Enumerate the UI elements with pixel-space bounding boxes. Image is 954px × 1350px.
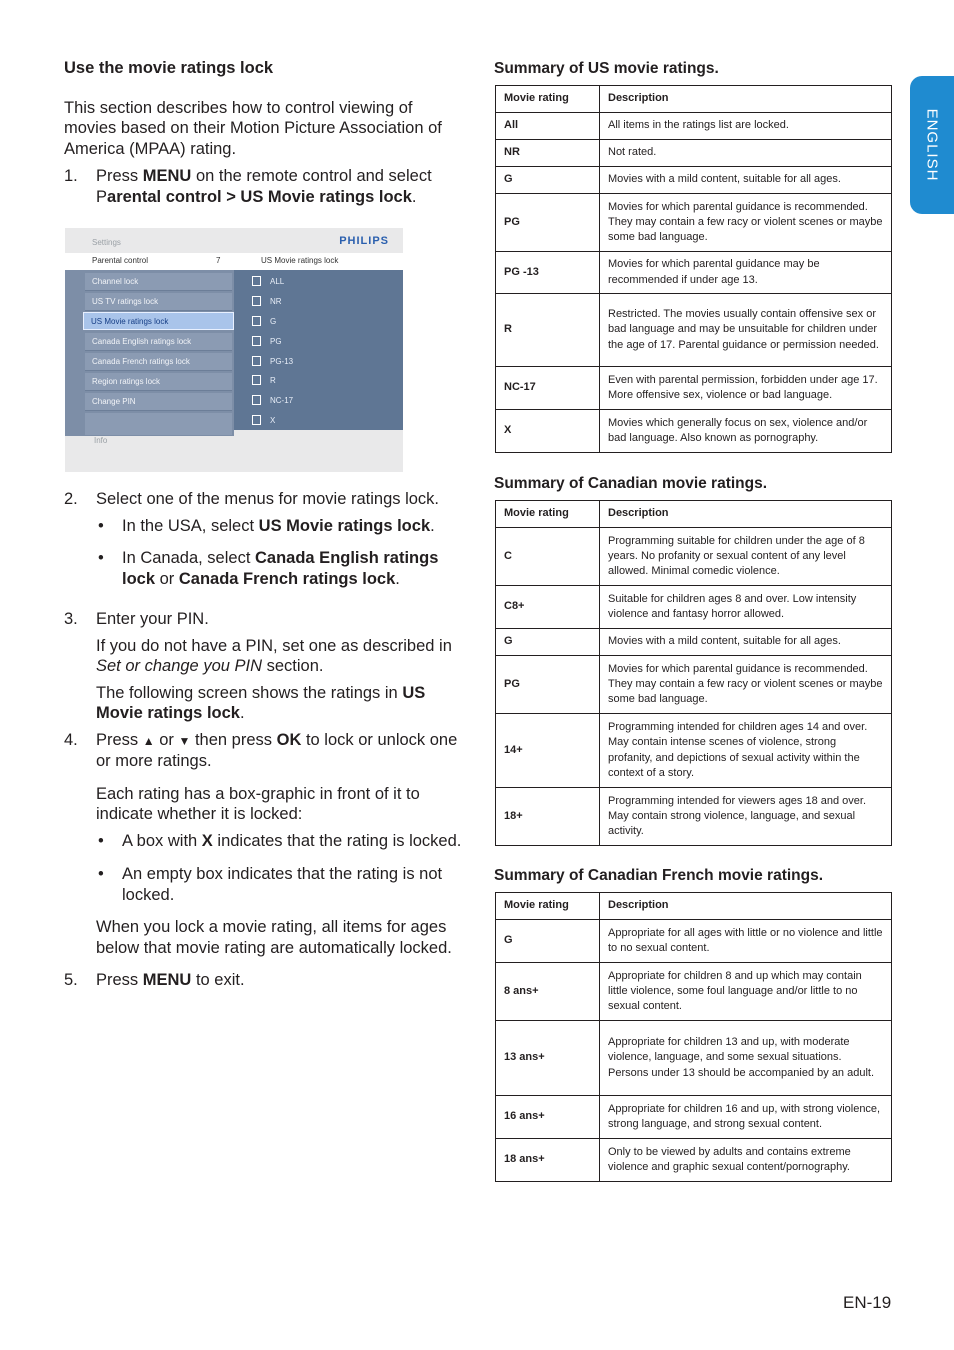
rating-cell: C <box>496 528 600 586</box>
table-row <box>496 294 892 367</box>
up-arrow-icon: ▲ <box>142 733 155 748</box>
checkbox-icon <box>252 415 261 425</box>
screen-note-bold: US Movie ratings lock <box>96 683 426 722</box>
screen-note-text: The following screen shows the ratings in <box>96 683 403 702</box>
table-row <box>496 1021 892 1096</box>
bullet-icon: • <box>98 865 104 883</box>
tv-parental-label: Parental control <box>92 256 149 265</box>
description-cell: Movies for which parental guidance may be recommended if under age 13. <box>600 252 892 294</box>
step-number: 2. <box>64 490 78 508</box>
bullet-canada <box>96 548 464 589</box>
step-bold: MENU <box>142 167 192 185</box>
bullet-text: . <box>430 516 435 535</box>
table-row <box>496 167 892 194</box>
column-header: Description <box>600 86 892 113</box>
rating-cell: 14+ <box>496 714 600 788</box>
tv-menu-item[interactable]: Channel lock <box>85 273 232 291</box>
pin-note-text: If you do not have a PIN, set one as described in <box>96 636 452 655</box>
description-cell: Appropriate for children 13 and up, with moderate violence, language, and some sexual situations. Persons under 13 should be accompanied by an adult. <box>600 1021 892 1096</box>
tv-rating-label: R <box>270 376 276 385</box>
description-cell: Movies for which parental guidance is recommended. They may contain a few racy or violent scenes or maybe some bad language. <box>600 656 892 714</box>
tv-right-title: US Movie ratings lock <box>261 256 339 265</box>
bullet-text: An empty box indicates that the rating is not locked. <box>122 865 443 904</box>
step-5 <box>64 970 464 991</box>
bullet-locked <box>96 831 464 852</box>
step-text: Press <box>96 167 143 185</box>
tv-rating-label: X <box>270 416 276 425</box>
tv-settings-label: Settings <box>92 238 121 247</box>
step-text: on the remote control and select P <box>96 167 432 206</box>
bullet-icon: • <box>98 831 104 850</box>
table-row <box>496 656 892 714</box>
rating-cell: 18+ <box>496 788 600 846</box>
checkbox-icon <box>252 276 261 286</box>
tv-menu-item[interactable]: Canada English ratings lock <box>85 333 232 351</box>
rating-cell: PG -13 <box>496 252 600 294</box>
table-row <box>496 714 892 788</box>
table-row <box>496 788 892 846</box>
description-cell: Movies for which parental guidance is recommended. They may contain a few racy or violent scenes or maybe some bad language. <box>600 194 892 252</box>
step-text: Select one of the menus for movie ratings lock. <box>96 490 440 508</box>
bullet-bold: Canada English ratings lock <box>122 549 439 588</box>
rating-cell: R <box>496 294 600 367</box>
description-cell: Not rated. <box>600 140 892 167</box>
tv-rating-label: PG <box>270 337 282 346</box>
rating-cell: PG <box>496 656 600 714</box>
table-row <box>496 140 892 167</box>
step-number: 4. <box>64 730 78 749</box>
rating-cell: G <box>496 920 600 963</box>
rating-cell: G <box>496 167 600 194</box>
bullet-text: or <box>155 569 179 588</box>
checkbox-icon <box>252 356 261 366</box>
rating-cell: 18 ans+ <box>496 1139 600 1182</box>
checkbox-icon <box>252 395 261 405</box>
step-text: to exit. <box>191 971 245 989</box>
screen-note-text: . <box>239 704 245 722</box>
tv-menu-list <box>65 270 234 436</box>
table-row <box>496 113 892 140</box>
section-heading: Use the movie ratings lock <box>64 59 274 77</box>
table-row <box>496 194 892 252</box>
intro-paragraph: This section describes how to control viewing of movies based on their Motion Picture Association of America (MPAA) rating. <box>64 98 442 158</box>
pin-note-text: section. <box>262 657 324 675</box>
description-cell: Suitable for children ages 8 and over. Low intensity violence and fantasy horror allowed. <box>600 586 892 629</box>
bullet-usa <box>96 516 464 537</box>
tv-rating-label: G <box>270 317 277 326</box>
tv-menu-item[interactable]: US TV ratings lock <box>85 293 232 311</box>
rating-cell: 8 ans+ <box>496 963 600 1021</box>
bullet-icon: • <box>98 516 104 535</box>
tv-info-label: Info <box>94 436 108 445</box>
step-bold: arental control > US Movie ratings lock <box>107 187 412 206</box>
step-1 <box>64 166 464 207</box>
bullet-bold: Canada French ratings lock <box>178 569 396 588</box>
checkbox-icon <box>252 296 261 306</box>
table-row <box>496 920 892 963</box>
checkbox-icon <box>252 316 261 326</box>
rating-cell: NR <box>496 140 600 167</box>
philips-logo: PHILIPS <box>339 235 389 247</box>
step-number: 1. <box>64 167 78 185</box>
rating-cell: All <box>496 113 600 140</box>
description-cell: All items in the ratings list are locked. <box>600 113 892 140</box>
table-row <box>496 629 892 656</box>
step-text: Press <box>96 971 143 989</box>
us-ratings-table <box>495 85 892 453</box>
column-header: Movie rating <box>496 893 600 920</box>
step-2-bullets <box>64 516 464 590</box>
canada-ratings-table <box>495 500 892 846</box>
screen-note <box>96 683 464 724</box>
description-cell: Appropriate for all ages with little or no violence and little to no sexual content. <box>600 920 892 963</box>
box-graphic-note: Each rating has a box-graphic in front of it to indicate whether it is locked: <box>96 784 420 823</box>
step-text: Press <box>96 730 143 749</box>
tv-ratings-list <box>234 270 403 430</box>
left-column-steps <box>64 489 464 991</box>
tv-parental-num: 7 <box>216 256 221 265</box>
description-cell: Programming intended for children ages 14 and over. May contain intense scenes of violence, strong profanity, and depictions of sexual activity within the context of a story. <box>600 714 892 788</box>
bullet-unlocked <box>96 864 464 905</box>
step-4 <box>64 730 464 959</box>
table-header-row <box>496 893 892 920</box>
column-header: Description <box>600 501 892 528</box>
description-cell: Appropriate for children 16 and up, with strong violence, strong language, and strong sexual content. <box>600 1096 892 1139</box>
pin-note-link: Set or change you PIN <box>96 657 263 675</box>
down-arrow-icon: ▼ <box>178 733 191 748</box>
step-text: or <box>154 730 179 749</box>
description-cell: Movies with a mild content, suitable for all ages. <box>600 629 892 656</box>
bullet-bold: X <box>201 831 213 850</box>
french-ratings-title: Summary of Canadian French movie ratings. <box>494 867 824 884</box>
table-row <box>496 528 892 586</box>
tv-menu-item[interactable]: Canada French ratings lock <box>85 353 232 371</box>
description-cell: Movies with a mild content, suitable for all ages. <box>600 167 892 194</box>
rating-cell: NC-17 <box>496 367 600 410</box>
tv-menu-item-selected[interactable]: US Movie ratings lock <box>83 312 234 330</box>
description-cell: Appropriate for children 8 and up which may contain little violence, some foul language and/or little to no sexual content. <box>600 963 892 1021</box>
description-cell: Programming intended for viewers ages 18 and over. May contain strong violence, language, and sexual activity. <box>600 788 892 846</box>
bullet-icon: • <box>98 549 104 567</box>
step-text: to lock or unlock one or more ratings. <box>96 730 458 770</box>
tv-rating-label: NR <box>270 297 282 306</box>
tv-menu-item-empty <box>85 413 232 435</box>
pin-note <box>96 636 464 677</box>
table-row <box>496 963 892 1021</box>
canada-ratings-title: Summary of Canadian movie ratings. <box>494 475 768 492</box>
step-bold: OK <box>276 730 302 749</box>
step-text: . <box>411 187 417 206</box>
bullet-text: In the USA, select <box>122 516 259 535</box>
description-cell: Only to be viewed by adults and contains extreme violence and graphic sexual content/pornography. <box>600 1139 892 1182</box>
step-text: Enter your PIN. <box>96 610 209 628</box>
tv-header-row <box>65 253 403 270</box>
left-column <box>64 58 464 207</box>
table-row <box>496 252 892 294</box>
table-row <box>496 1139 892 1182</box>
step-number: 5. <box>64 971 78 989</box>
description-cell: Even with parental permission, forbidden under age 17. More offensive sex, violence or bad language. <box>600 367 892 410</box>
column-header: Movie rating <box>496 501 600 528</box>
table-header-row <box>496 501 892 528</box>
tv-menu-screenshot <box>65 228 403 472</box>
french-ratings-table <box>495 892 892 1182</box>
step-bold: MENU <box>142 971 192 989</box>
tv-menu-item[interactable]: Change PIN <box>85 393 232 411</box>
checkbox-icon <box>252 375 261 385</box>
table-row <box>496 586 892 629</box>
page-number: EN-19 <box>843 1293 892 1312</box>
tv-menu-item[interactable]: Region ratings lock <box>85 373 232 391</box>
rating-cell: PG <box>496 194 600 252</box>
table-row <box>496 1096 892 1139</box>
bullet-text: indicates that the rating is locked. <box>212 831 462 850</box>
step-2 <box>64 489 464 510</box>
rating-cell: 13 ans+ <box>496 1021 600 1096</box>
table-row <box>496 367 892 410</box>
step-3 <box>64 609 464 724</box>
step-text: then press <box>190 730 277 749</box>
table-header-row <box>496 86 892 113</box>
checkbox-icon <box>252 336 261 346</box>
description-cell: Programming suitable for children under the age of 8 years. No profanity or sexual content of any level allowed. Minimal comedic violence. <box>600 528 892 586</box>
description-cell: Restricted. The movies usually contain offensive sex or bad language and may be unsuitable for children under the age of 17. Parental guidance or permission needed. <box>600 294 892 367</box>
bullet-text: A box with <box>122 831 202 850</box>
column-header: Movie rating <box>496 86 600 113</box>
lock-note: When you lock a movie rating, all items for ages below that movie rating are automatically locked. <box>96 918 452 957</box>
step-number: 3. <box>64 610 78 628</box>
description-cell: Movies which generally focus on sex, violence and/or bad language. Also known as pornography. <box>600 410 892 453</box>
tv-rating-label: ALL <box>270 277 285 286</box>
us-ratings-title: Summary of US movie ratings. <box>494 60 719 77</box>
language-tab <box>910 76 954 214</box>
tv-rating-label: NC-17 <box>270 396 294 405</box>
bullet-text: . <box>395 569 400 588</box>
language-tab-label: ENGLISH <box>923 108 941 182</box>
rating-cell: 16 ans+ <box>496 1096 600 1139</box>
bullet-text: In Canada, select <box>122 549 255 567</box>
column-header: Description <box>600 893 892 920</box>
rating-cell: G <box>496 629 600 656</box>
table-row <box>496 410 892 453</box>
bullet-bold: US Movie ratings lock <box>258 516 431 535</box>
rating-cell: X <box>496 410 600 453</box>
tv-rating-label: PG-13 <box>270 357 294 366</box>
rating-cell: C8+ <box>496 586 600 629</box>
